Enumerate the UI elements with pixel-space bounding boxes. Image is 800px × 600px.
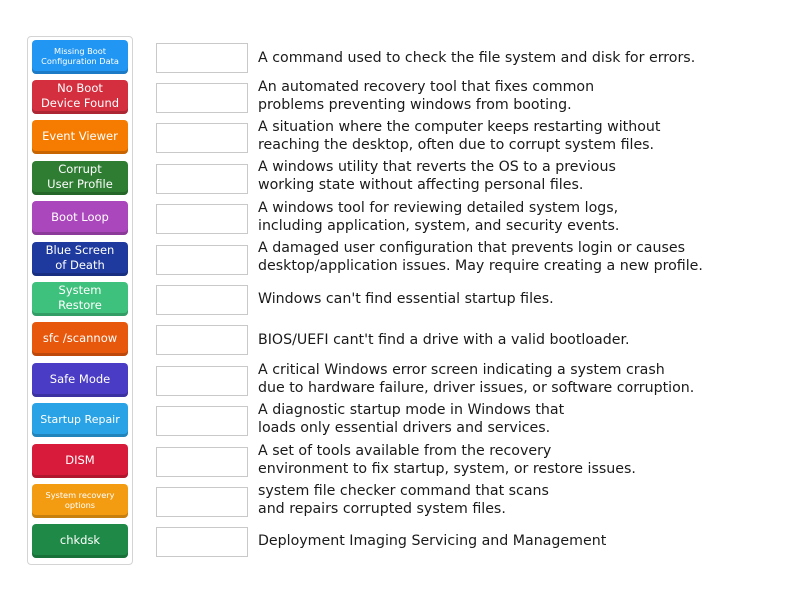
- tile-missing-boot-configuration-data[interactable]: Missing Boot Configuration Data: [32, 40, 128, 74]
- description-8: BIOS/UEFI cant't find a drive with a valid bootloader.: [258, 332, 630, 348]
- drop-slot-9[interactable]: [156, 366, 248, 396]
- description-11: A set of tools available from the recovery environment to fix startup, system, or restore issues.: [258, 443, 636, 477]
- tile-chkdsk[interactable]: chkdsk: [32, 524, 128, 558]
- drop-slot-4[interactable]: [156, 164, 248, 194]
- tile-safe-mode[interactable]: Safe Mode: [32, 363, 128, 397]
- drop-slot-7[interactable]: [156, 285, 248, 315]
- drop-slot-10[interactable]: [156, 406, 248, 436]
- description-5: A windows tool for reviewing detailed system logs, including application, system, and security events.: [258, 200, 620, 234]
- drop-slot-2[interactable]: [156, 83, 248, 113]
- description-10: A diagnostic startup mode in Windows that loads only essential drivers and services.: [258, 402, 565, 436]
- drop-slot-12[interactable]: [156, 487, 248, 517]
- description-9: A critical Windows error screen indicating a system crash due to hardware failure, driver issues, or software corruption.: [258, 362, 695, 396]
- tile-dism[interactable]: DISM: [32, 444, 128, 478]
- tile-corrupt-user-profile[interactable]: Corrupt User Profile: [32, 161, 128, 195]
- tile-system-restore[interactable]: System Restore: [32, 282, 128, 316]
- description-2: An automated recovery tool that fixes common problems preventing windows from booting.: [258, 79, 595, 113]
- drop-slot-3[interactable]: [156, 123, 248, 153]
- description-3: A situation where the computer keeps restarting without reaching the desktop, often due to corrupt system files.: [258, 119, 661, 153]
- tile-system-recovery-options[interactable]: System recovery options: [32, 484, 128, 518]
- drop-slot-5[interactable]: [156, 204, 248, 234]
- tile-no-boot-device-found[interactable]: No Boot Device Found: [32, 80, 128, 114]
- tile-sfc-scannow[interactable]: sfc /scannow: [32, 322, 128, 356]
- description-6: A damaged user configuration that prevents login or causes desktop/application issues. May require creating a new profile.: [258, 240, 703, 274]
- description-4: A windows utility that reverts the OS to a previous working state without affecting personal files.: [258, 159, 616, 193]
- tile-event-viewer[interactable]: Event Viewer: [32, 120, 128, 154]
- drop-slot-11[interactable]: [156, 447, 248, 477]
- tile-startup-repair[interactable]: Startup Repair: [32, 403, 128, 437]
- description-12: system file checker command that scans and repairs corrupted system files.: [258, 483, 549, 517]
- drop-slot-6[interactable]: [156, 245, 248, 275]
- tile-boot-loop[interactable]: Boot Loop: [32, 201, 128, 235]
- description-13: Deployment Imaging Servicing and Management: [258, 533, 607, 549]
- tile-blue-screen-of-death[interactable]: Blue Screen of Death: [32, 242, 128, 276]
- drop-slot-13[interactable]: [156, 527, 248, 557]
- description-1: A command used to check the file system and disk for errors.: [258, 50, 696, 66]
- drop-slot-8[interactable]: [156, 325, 248, 355]
- drop-slot-1[interactable]: [156, 43, 248, 73]
- description-7: Windows can't find essential startup files.: [258, 291, 554, 307]
